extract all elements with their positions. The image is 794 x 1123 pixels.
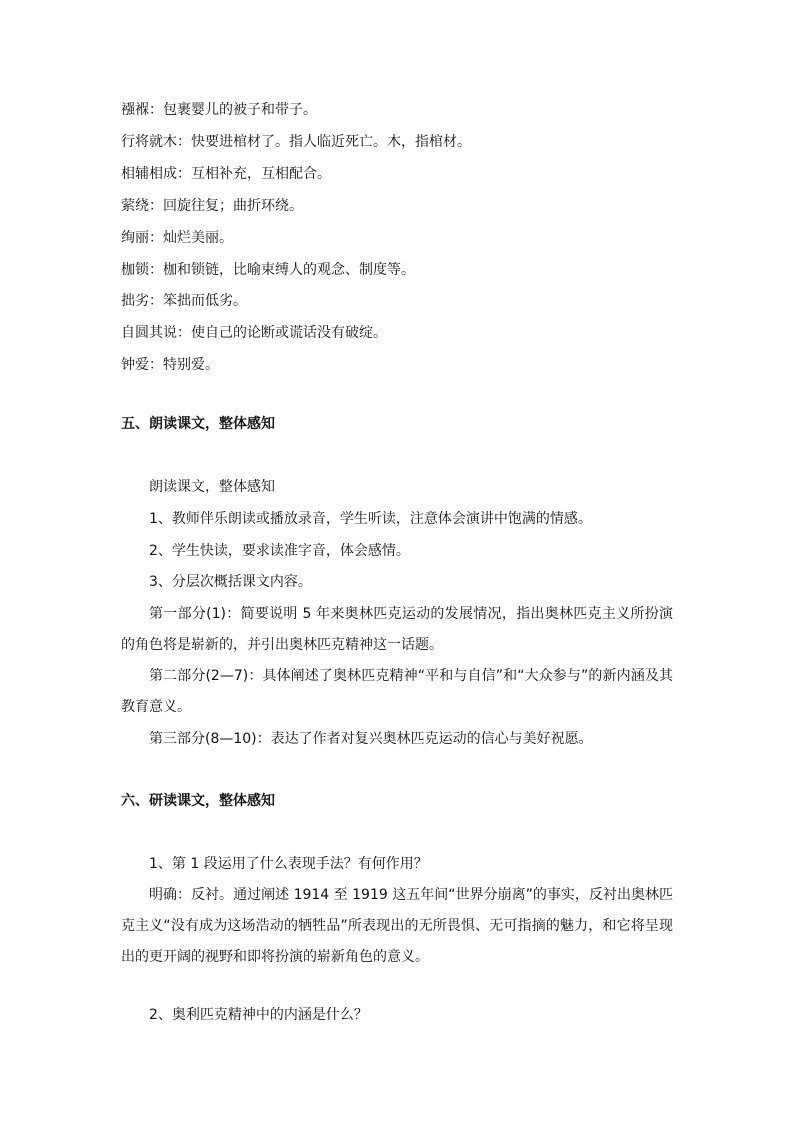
glossary-item: 襁褓：包裹婴儿的被子和带子。 bbox=[121, 102, 317, 118]
glossary-item: 相辅相成：互相补充，互相配合。 bbox=[121, 166, 331, 182]
part-summary: 第二部分(2—7)：具体阐述了奥林匹克精神“平和与自信”和“大众参与”的新内涵及其教育意义。 bbox=[121, 668, 673, 715]
glossary-item: 绚丽：灿烂美丽。 bbox=[121, 230, 233, 246]
glossary-item: 钟爱：特别爱。 bbox=[121, 357, 219, 373]
step-item: 3、分层次概括课文内容。 bbox=[149, 574, 312, 590]
step-item: 1、教师伴乐朗读或播放录音，学生听读，注意体会演讲中饱满的情感。 bbox=[149, 511, 592, 527]
answer-paragraph: 明确：反衬。通过阐述 1914 至 1919 这五年间“世界分崩离”的事实，反衬出奥林匹克主义“没有成为这场浩动的牺牲品”所表现出的无所畏惧、无可指摘的魅力，和它将呈现出的更开阔的视野和即将扮演的崭新角色的意义。 bbox=[121, 887, 673, 965]
section-intro: 朗读课文，整体感知 bbox=[149, 479, 275, 495]
section-heading: 六、研读课文，整体感知 bbox=[121, 793, 275, 809]
part-summary: 第一部分(1)：简要说明 5 年来奥林匹克运动的发展情况，指出奥林匹克主义所扮演的角色将是崭新的，并引出奥林匹克精神这一话题。 bbox=[121, 606, 673, 653]
section-heading: 五、朗读课文，整体感知 bbox=[121, 416, 275, 432]
glossary-item: 自圆其说：使自己的论断或谎话没有破绽。 bbox=[121, 325, 387, 341]
glossary-item: 行将就木：快要进棺材了。指人临近死亡。木，指棺材。 bbox=[121, 134, 471, 150]
question: 2、奥利匹克精神中的内涵是什么？ bbox=[149, 1007, 368, 1023]
part-summary: 第三部分(8—10)：表达了作者对复兴奥林匹克运动的信心与美好祝愿。 bbox=[149, 731, 593, 747]
question: 1、第 1 段运用了什么表现手法？有何作用？ bbox=[149, 856, 428, 872]
step-item: 2、学生快读，要求读准字音，体会感情。 bbox=[149, 543, 410, 559]
glossary-item: 枷锁：枷和锁链，比喻束缚人的观念、制度等。 bbox=[121, 262, 415, 278]
glossary-item: 萦绕：回旋往复；曲折环绕。 bbox=[121, 198, 303, 214]
glossary-item: 拙劣：笨拙而低劣。 bbox=[121, 293, 247, 309]
